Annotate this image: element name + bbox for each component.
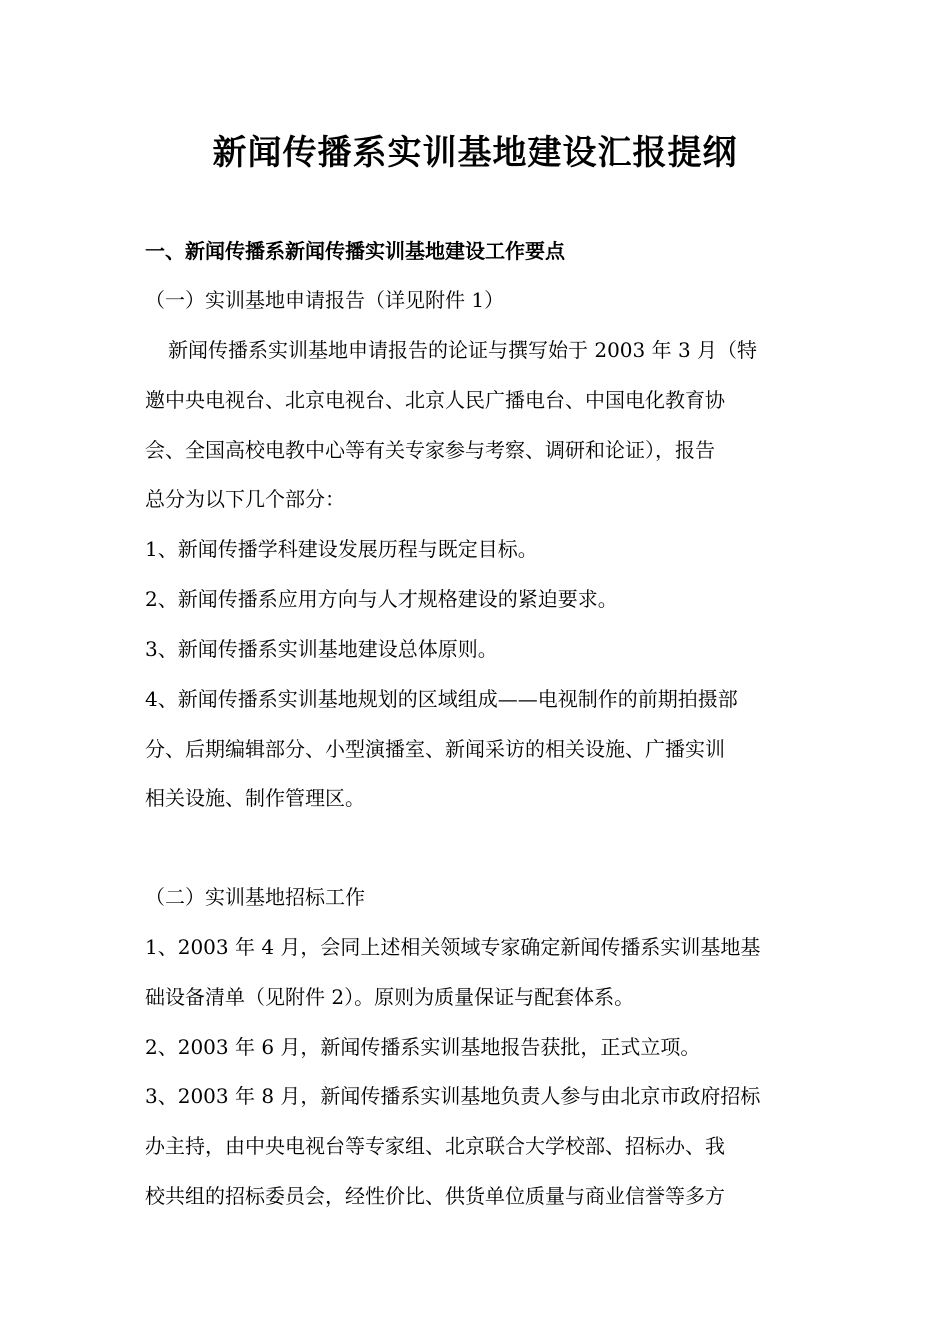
subsection-heading-2: （二）实训基地招标工作 [145,885,365,909]
section-heading-1: 一、新闻传播系新闻传播实训基地建设工作要点 [145,239,565,263]
list-item-continuation: 办主持，由中央电视台等专家组、北京联合大学校部、招标办、我 [145,1134,725,1158]
list-item: 1、2003 年 4 月，会同上述相关领域专家确定新闻传播系实训基地基 [145,935,761,959]
list-item: 3、新闻传播系实训基地建设总体原则。 [145,637,498,661]
document-title: 新闻传播系实训基地建设汇报提纲 [212,133,738,173]
paragraph-line: 总分为以下几个部分： [145,487,345,511]
paragraph-line: 会、全国高校电教中心等有关专家参与考察、调研和论证），报告 [145,438,715,462]
paragraph-line: 新闻传播系实训基地申请报告的论证与撰写始于 2003 年 3 月（特 [168,338,758,362]
list-item-continuation: 相关设施、制作管理区。 [145,786,365,810]
paragraph-line: 邀中央电视台、北京电视台、北京人民广播电台、中国电化教育协 [145,388,725,412]
list-item-continuation: 础设备清单（见附件 2）。原则为质量保证与配套体系。 [145,985,635,1009]
list-item-continuation: 校共组的招标委员会，经性价比、供货单位质量与商业信誉等多方 [145,1184,725,1208]
list-item: 2、2003 年 6 月，新闻传播系实训基地报告获批，正式立项。 [145,1035,701,1059]
list-item-continuation: 分、后期编辑部分、小型演播室、新闻采访的相关设施、广播实训 [145,737,725,761]
subsection-heading-1: （一）实训基地申请报告（详见附件 1） [145,288,505,312]
list-item: 2、新闻传播系应用方向与人才规格建设的紧迫要求。 [145,587,618,611]
list-item: 3、2003 年 8 月，新闻传播系实训基地负责人参与由北京市政府招标 [145,1084,761,1108]
list-item: 1、新闻传播学科建设发展历程与既定目标。 [145,537,538,561]
list-item: 4、新闻传播系实训基地规划的区域组成——电视制作的前期拍摄部 [145,687,738,711]
